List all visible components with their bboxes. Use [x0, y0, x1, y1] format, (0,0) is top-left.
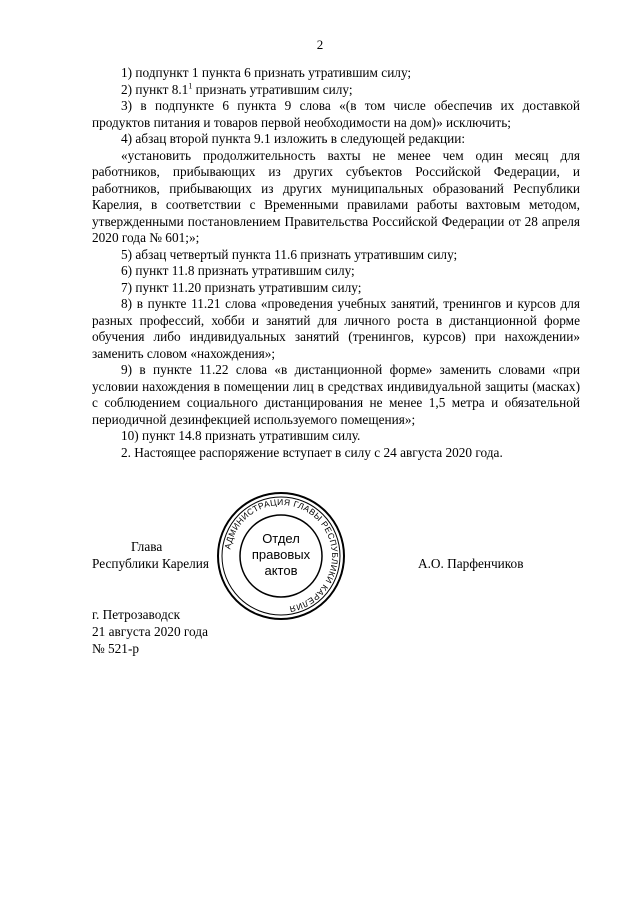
paragraph: 6) пункт 11.8 признать утратившим силу; [121, 263, 355, 278]
stamp-center-line: Отдел [262, 531, 300, 546]
paragraph-text-after: признать утратившим силу; [192, 81, 353, 97]
stamp-center-line: актов [264, 563, 298, 578]
paragraph: «установить продолжительность вахты не менее чем один месяц для работников, прибывающих из других субъектов Российской Федерации, и работников, прибывающих из других муниципальных образований Республики Карелия, в соответствии с Временными правилами работы вахтовым методом, утвержденными постановлением Правительства Российской Федерации от 28 апреля 2020 года № 601;»; [92, 147, 580, 245]
paragraph: 2. Настоящее распоряжение вступает в силу с 24 августа 2020 года. [121, 444, 503, 460]
stamp-ring-text: АДМИНИСТРАЦИЯ ГЛАВЫ РЕСПУБЛИКИ КАРЕЛИЯ [222, 496, 341, 615]
stamp-center-line: правовых [251, 547, 311, 562]
page-number: 2 [316, 37, 324, 52]
paragraph: 3) в подпункте 6 пункта 9 слова «(в том числе обеспечив их доставкой продуктов питания и товаров первой необходимости на дом)» исключить; [92, 98, 580, 130]
signature-title-line1: Глава [131, 539, 163, 554]
document-date: 21 августа 2020 года [92, 624, 208, 639]
paragraph: 8) в пункте 11.21 слова «проведения учебных занятий, тренингов и курсов для разных профессий, хобби и занятий для личного роста в дистанционной форме обучения либо индивидуальных занятий (тренингов, курсов) при нахождении» заменить словом «нахождения»; [92, 296, 580, 361]
paragraph: 10) пункт 14.8 признать утратившим силу. [121, 428, 361, 443]
paragraph: 4) абзац второй пункта 9.1 изложить в следующей редакции: [121, 131, 466, 146]
paragraph: 5) абзац четвертый пункта 11.6 признать утратившим силу; [121, 246, 458, 262]
stamp-seal [215, 490, 347, 622]
paragraph: 9) в пункте 11.22 слова «в дистанционной форме» заменить словами «при условии нахождения в помещении лиц в средствах индивидуальной защиты (масках) с соблюдением социального дистанцирования не менее 1,5 метра и обязательной периодичной дезинфекцией используемого помещения»; [92, 362, 580, 427]
signature-title-line2: Республики Карелия [92, 556, 210, 571]
superscript: 1 [188, 81, 193, 91]
paragraph: 7) пункт 11.20 признать утратившим силу; [121, 279, 362, 295]
document-number: № 521-р [92, 641, 140, 656]
paragraph-text: 2) пункт 8.1 [121, 81, 189, 97]
paragraph: 1) подпункт 1 пункта 6 признать утратившим силу; [121, 65, 412, 80]
paragraph [92, 82, 580, 99]
signatory-name: А.О. Парфенчиков [418, 556, 524, 571]
document-body [92, 65, 580, 461]
official-stamp [215, 490, 347, 622]
place: г. Петрозаводск [92, 607, 181, 622]
